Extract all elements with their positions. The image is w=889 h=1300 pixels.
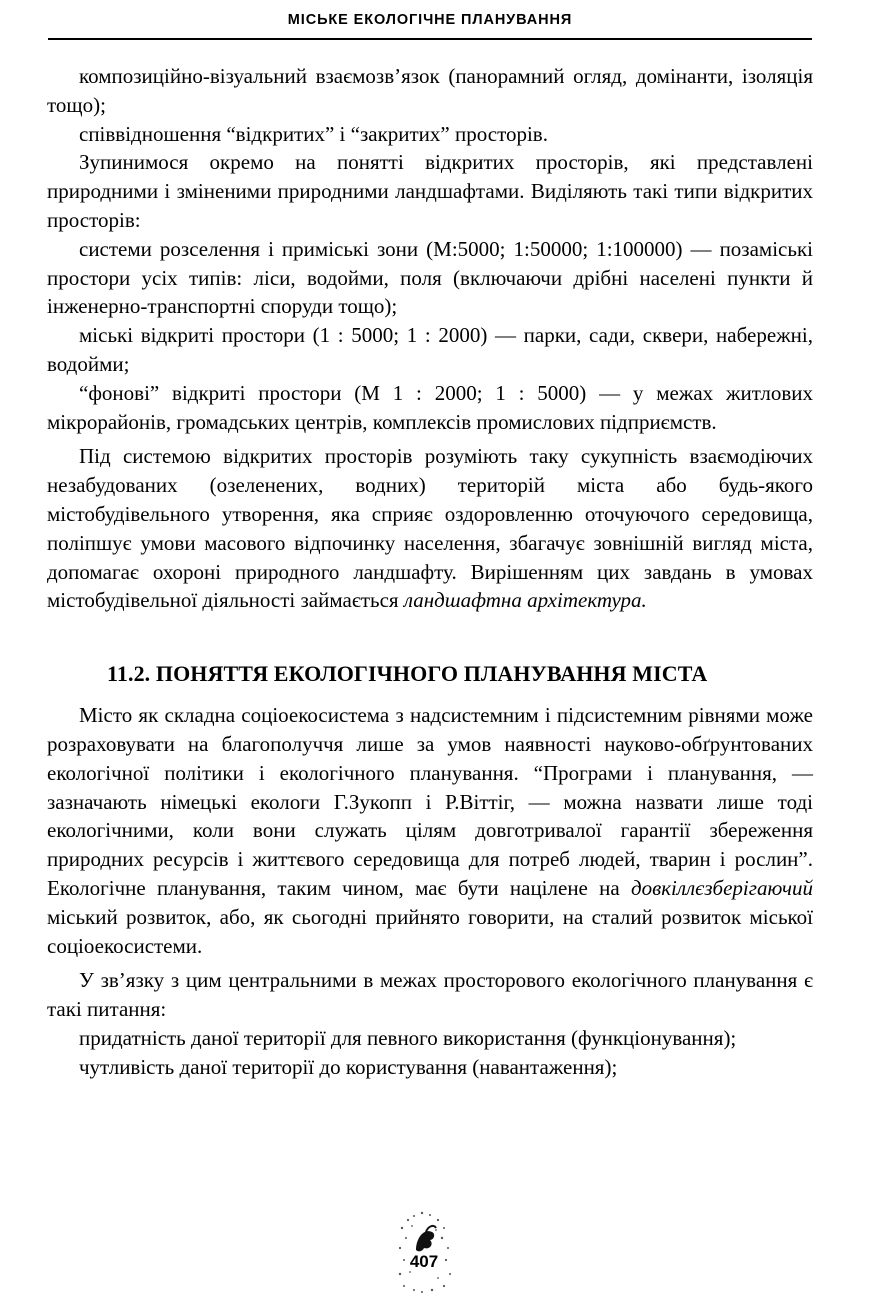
list-item-suitability: придатність даної території для певного використання (функціонування); — [79, 1025, 737, 1050]
paragraph-text: Місто як складна соціоекосистема з надсистемним і підсистемним рівнями може розраховувати на благополуччя лише за умов наявності науково-обґрунтованих екологічної політики і екологічного планування. “Програми і планування, — зазначають німецькі екологи Г.Зукопп і Р.Віттіг, — можна назвати лише тоді екологічними, коли вони служать цілям довготривалої гарантії збереження природних ресурсів і життєвого середовища для потреб людей, тварин і рослин”. Екологічне планування, таким чином, має бути націлене на — [47, 703, 813, 900]
running-head: МІСЬКЕ ЕКОЛОГІЧНЕ ПЛАНУВАННЯ — [287, 12, 573, 28]
page-number-ornament — [392, 1208, 456, 1294]
header-rule — [48, 38, 812, 40]
emphasis-term: ландшафтна архітектура. — [403, 588, 647, 613]
stippled-ornament-icon — [392, 1208, 456, 1294]
paragraph-open-space-system — [47, 442, 813, 615]
list-item-sensitivity: чутливість даної території до користування (навантаження); — [79, 1054, 618, 1079]
page-number: 407 — [409, 1252, 439, 1271]
emphasis-term: довкіллєзберігаючий — [630, 875, 813, 900]
page-body — [47, 62, 813, 1082]
list-item-urban-open-spaces: міські відкриті простори (1 : 5000; 1 : 2000) — парки, сади, сквери, набережні, водойми; — [47, 323, 813, 376]
list-item-composition: композиційно-візуальний взаємозв’язок (панорамний огляд, домінанти, ізоляція тощо); — [47, 64, 813, 117]
paragraph-open-spaces-intro: Зупинимося окремо на понятті відкритих просторів, які представлені природними і зміненими природними ландшафтами. Виділяють такі типи відкритих просторів: — [47, 150, 813, 232]
section-heading: 11.2. ПОНЯТТЯ ЕКОЛОГІЧНОГО ПЛАНУВАННЯ МІСТА — [107, 661, 708, 687]
paragraph-text: міський розвиток, або, як сьогодні прийнято говорити, на сталий розвиток міської соціоекосистеми. — [47, 904, 813, 958]
list-item-settlement-systems: системи розселення і приміські зони (М:5000; 1:50000; 1:100000) — позаміські простори усіх типів: ліси, водойми, поля (включаючи дрібні населені пункти й інженерно-транспортні споруди тощо); — [47, 236, 813, 319]
paragraph-central-issues: У зв’язку з цим центральними в межах просторового екологічного планування є такі питання: — [47, 968, 813, 1022]
paragraph-text: Під системою відкритих просторів розуміють таку сукупність взаємодіючих незабудованих (озеленених, водних) територій міста або будь-якого містобудівельного утворення, яка сприяє оздоровленню оточуючого середовища, поліпшує умови масового відпочинку населення, збагачує зовнішній вигляд міста, допомагає охороні природного ландшафту. Вирішенням цих завдань в умовах містобудівельної діяльності займається — [47, 444, 813, 613]
paragraph-city-ecosystem — [47, 701, 813, 960]
list-item-background-open-spaces: “фонові” відкриті простори (М 1 : 2000; 1 : 5000) — у межах житлових мікрорайонів, громадських центрів, комплексів промислових підприємств. — [47, 380, 813, 434]
list-item-open-closed-ratio: співвідношення “відкритих” і “закритих” просторів. — [79, 121, 548, 146]
